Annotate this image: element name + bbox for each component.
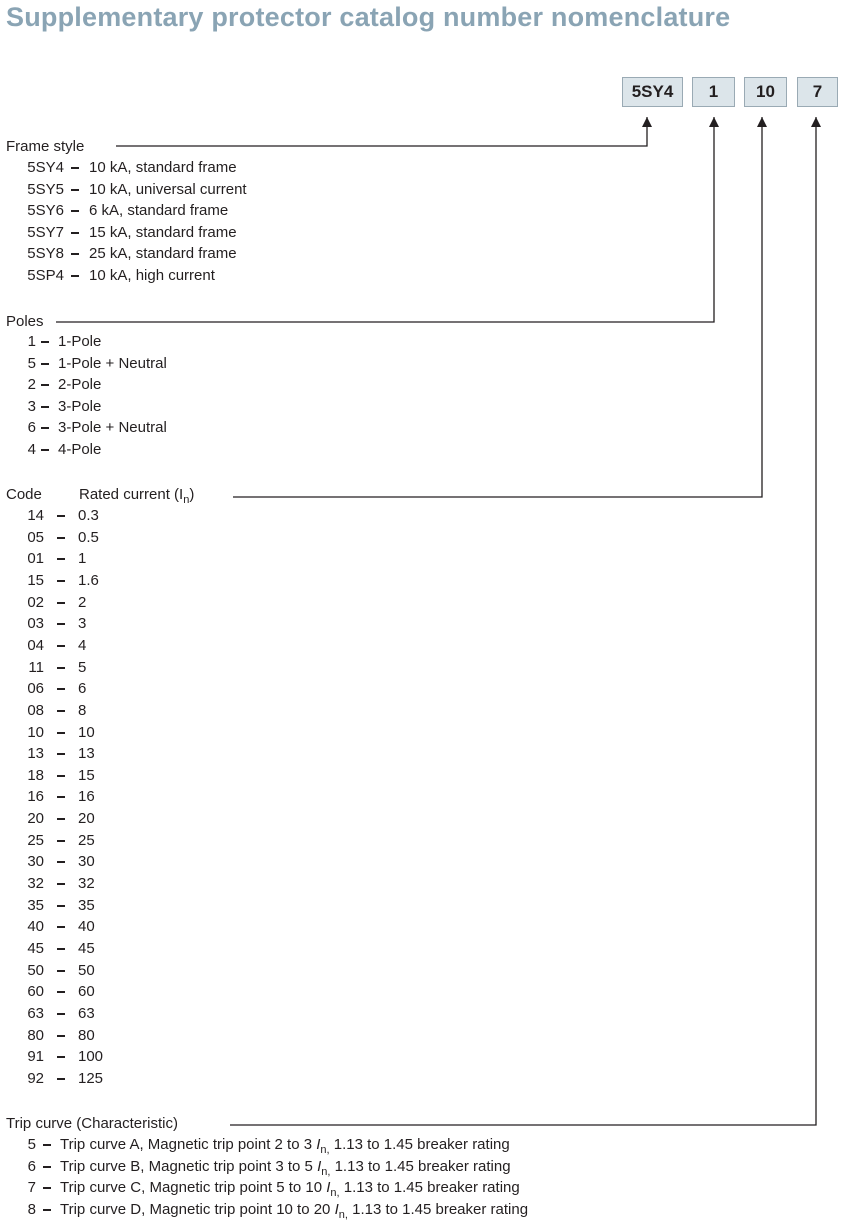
rated-current-row [0,897,850,915]
trip-desc-sub: n, [338,1208,348,1221]
poles-row [0,376,850,394]
catalog-box-trip: 7 [797,77,838,107]
item-desc: 25 [78,831,95,849]
dash [41,449,49,451]
item-desc: 0.3 [78,507,99,524]
item-desc: 3-Pole [58,397,102,415]
dash [57,623,65,625]
item-code: 04 [27,636,44,654]
item-desc: 1.6 [78,571,99,589]
dash [57,948,65,950]
item-code: 13 [27,745,44,763]
dash [57,753,65,755]
item-desc: 6 [78,680,87,698]
item-desc: 45 [78,940,95,957]
item-code: 40 [27,918,44,936]
dash [57,602,65,604]
poles-row [0,441,850,459]
dash [57,1056,65,1058]
item-desc: 1 [78,550,87,568]
item-code: 5SY4 [27,159,64,176]
item-code: 05 [27,528,44,546]
item-code: 14 [27,507,44,524]
dash [71,189,79,191]
item-desc [60,1158,511,1181]
item-desc: 3-Pole + Neutral [58,419,167,437]
item-code: 5 [27,1136,36,1153]
item-desc: 35 [78,896,95,914]
poles-heading: Poles [6,313,44,330]
item-desc: 20 [78,810,95,828]
dash [57,883,65,885]
item-desc: 63 [78,1004,95,1022]
dash [71,210,79,212]
dash [57,840,65,842]
item-desc: 40 [78,918,95,936]
item-code: 60 [27,983,44,1001]
dash [57,991,65,993]
item-code: 11 [28,658,44,676]
dash [71,167,79,169]
item-code: 2 [27,376,36,394]
catalog-box-poles: 1 [692,77,735,107]
item-desc: 50 [78,961,95,979]
rated-current-row [0,788,850,806]
rated-current-row [0,853,850,871]
item-code: 3 [27,397,36,415]
catalog-box-current: 10 [744,77,787,107]
item-code: 03 [27,615,44,633]
item-desc: 13 [78,745,95,763]
item-code: 08 [27,701,44,719]
item-desc [60,1179,520,1202]
item-code: 10 [27,723,44,741]
trip-curve-row [0,1158,850,1176]
dash [43,1166,51,1168]
item-code: 5SY6 [27,202,64,220]
dash [41,384,49,386]
item-code: 92 [27,1069,44,1087]
rated-current-row [0,572,850,590]
dash [57,861,65,863]
rated-current-row [0,659,850,677]
dash [41,427,49,429]
page-title: Supplementary protector catalog number nomenclature [6,2,731,32]
rated-current-row [0,594,850,612]
trip-desc-pre: Trip curve C, Magnetic trip point 5 to 10 [60,1179,327,1197]
dash [71,232,79,234]
item-desc: 32 [78,875,95,893]
frame-style-row [0,159,850,177]
item-desc [60,1136,510,1159]
item-desc: 10 [78,723,95,741]
trip-curve-row [0,1201,850,1219]
item-code: 06 [27,680,44,698]
item-desc: 60 [78,983,95,1001]
rated-current-row [0,918,850,936]
item-code: 5SY7 [27,223,64,241]
item-code: 63 [27,1004,44,1022]
item-desc: 100 [78,1048,104,1066]
rated-current-heading [79,486,194,509]
trip-curve-row [0,1179,850,1200]
item-code: 8 [27,1200,36,1218]
rated-current-row [0,550,850,568]
item-code: 91 [27,1048,44,1066]
trip-desc-pre: Trip curve B, Magnetic trip point 3 to 5 [60,1157,318,1175]
dash [57,580,65,582]
item-code: 30 [27,853,44,871]
item-desc: 0.5 [78,528,99,546]
item-desc: 2-Pole [58,376,102,394]
dash [57,667,65,669]
item-desc: 25 kA, standard frame [89,245,237,263]
rated-current-heading-sub: n [183,494,190,506]
dash [57,688,65,690]
trip-desc-i: I [334,1200,339,1218]
catalog-box-frame: 5SY4 [622,77,683,107]
dash [57,732,65,734]
rated-current-row [0,983,850,1001]
code-heading: Code [6,486,42,503]
item-code: 25 [27,831,44,849]
rated-current-row [0,507,850,525]
item-desc: 10 kA, universal current [89,180,247,198]
dash [41,406,49,408]
dash [43,1209,51,1211]
item-desc [60,1201,528,1224]
item-desc: 1-Pole + Neutral [58,354,167,372]
item-desc: 15 [78,766,95,784]
item-desc: 6 kA, standard frame [89,202,229,220]
item-desc: 3 [78,615,87,633]
dash [57,905,65,907]
item-desc: 4 [78,636,87,654]
dash [57,970,65,972]
item-code: 80 [27,1026,44,1044]
item-desc: 15 kA, standard frame [89,223,237,241]
item-code: 02 [27,593,44,611]
dash [43,1187,51,1189]
frame-style-heading: Frame style [6,138,85,155]
trip-desc-sub: n, [320,1144,330,1156]
rated-current-row [0,962,850,980]
dash [71,275,79,277]
rated-current-row [0,767,850,785]
dash [57,818,65,820]
dash [41,363,49,365]
item-code: 32 [27,875,44,893]
item-code: 4 [27,441,36,458]
item-code: 20 [27,810,44,828]
item-desc: 10 kA, standard frame [89,159,237,176]
trip-desc-sub: n, [321,1165,331,1178]
rated-current-row [0,702,850,720]
poles-row [0,419,850,437]
rated-current-row [0,1070,850,1088]
dash [57,796,65,798]
trip-curve-row [0,1136,850,1154]
dash [57,1013,65,1015]
trip-desc-i: I [317,1157,322,1175]
item-code: 18 [27,766,44,784]
item-desc: 16 [78,788,95,806]
item-code: 5SP4 [27,267,64,284]
rated-current-row [0,1027,850,1045]
dash [57,775,65,777]
dash [57,1078,65,1080]
item-desc: 8 [78,701,87,719]
dash [57,710,65,712]
trip-desc-post: 1.13 to 1.45 breaker rating [339,1179,520,1197]
rated-current-row [0,724,850,742]
trip-desc-post: 1.13 to 1.45 breaker rating [330,1157,511,1175]
dash [43,1144,51,1146]
dash [57,645,65,647]
item-code: 5SY8 [27,245,64,263]
rated-current-row [0,637,850,655]
item-desc: 2 [78,593,87,611]
rated-current-row [0,680,850,698]
trip-desc-i: I [326,1179,331,1197]
item-code: 1 [27,333,36,350]
rated-current-row [0,1005,850,1023]
rated-current-row [0,832,850,850]
dash [57,926,65,928]
item-desc: 4-Pole [58,441,102,458]
poles-row [0,333,850,351]
item-desc: 30 [78,853,95,871]
frame-style-row [0,224,850,242]
frame-style-row [0,245,850,263]
trip-desc-sub: n, [330,1187,340,1200]
item-code: 16 [27,788,44,806]
item-code: 01 [27,550,44,568]
item-code: 7 [27,1179,36,1197]
rated-current-heading-end: ) [189,486,195,503]
trip-curve-heading: Trip curve (Characteristic) [6,1115,178,1132]
trip-desc-i: I [316,1136,321,1153]
item-code: 6 [27,419,36,437]
item-code: 15 [27,571,44,589]
dash [41,341,49,343]
item-desc: 5 [78,658,87,676]
trip-desc-pre: Trip curve A, Magnetic trip point 2 to 3 [60,1136,317,1153]
frame-style-row [0,202,850,220]
rated-current-row [0,529,850,547]
poles-row [0,398,850,416]
frame-connector [116,117,647,146]
dash [57,1035,65,1037]
item-desc: 1-Pole [58,333,102,350]
item-desc: 10 kA, high current [89,267,215,284]
item-code: 50 [27,961,44,979]
item-code: 35 [27,896,44,914]
rated-current-row [0,810,850,828]
frame-style-row [0,181,850,199]
item-desc: 80 [78,1026,95,1044]
poles-row [0,355,850,373]
item-code: 5SY5 [27,180,64,198]
rated-current-row [0,875,850,893]
frame-style-row [0,267,850,285]
trip-desc-post: 1.13 to 1.45 breaker rating [347,1200,529,1218]
item-code: 45 [27,940,44,957]
rated-current-row [0,615,850,633]
rated-current-row [0,745,850,763]
item-desc: 125 [78,1069,104,1087]
item-code: 5 [27,354,36,372]
dash [57,515,65,517]
rated-current-row [0,940,850,958]
dash [57,537,65,539]
trip-desc-pre: Trip curve D, Magnetic trip point 10 to 20 [60,1200,335,1218]
dash [57,558,65,560]
trip-desc-post: 1.13 to 1.45 breaker rating [329,1136,510,1153]
rated-current-heading-text: Rated current (I [79,486,184,503]
dash [71,253,79,255]
item-code: 6 [27,1157,36,1175]
rated-current-row [0,1048,850,1066]
